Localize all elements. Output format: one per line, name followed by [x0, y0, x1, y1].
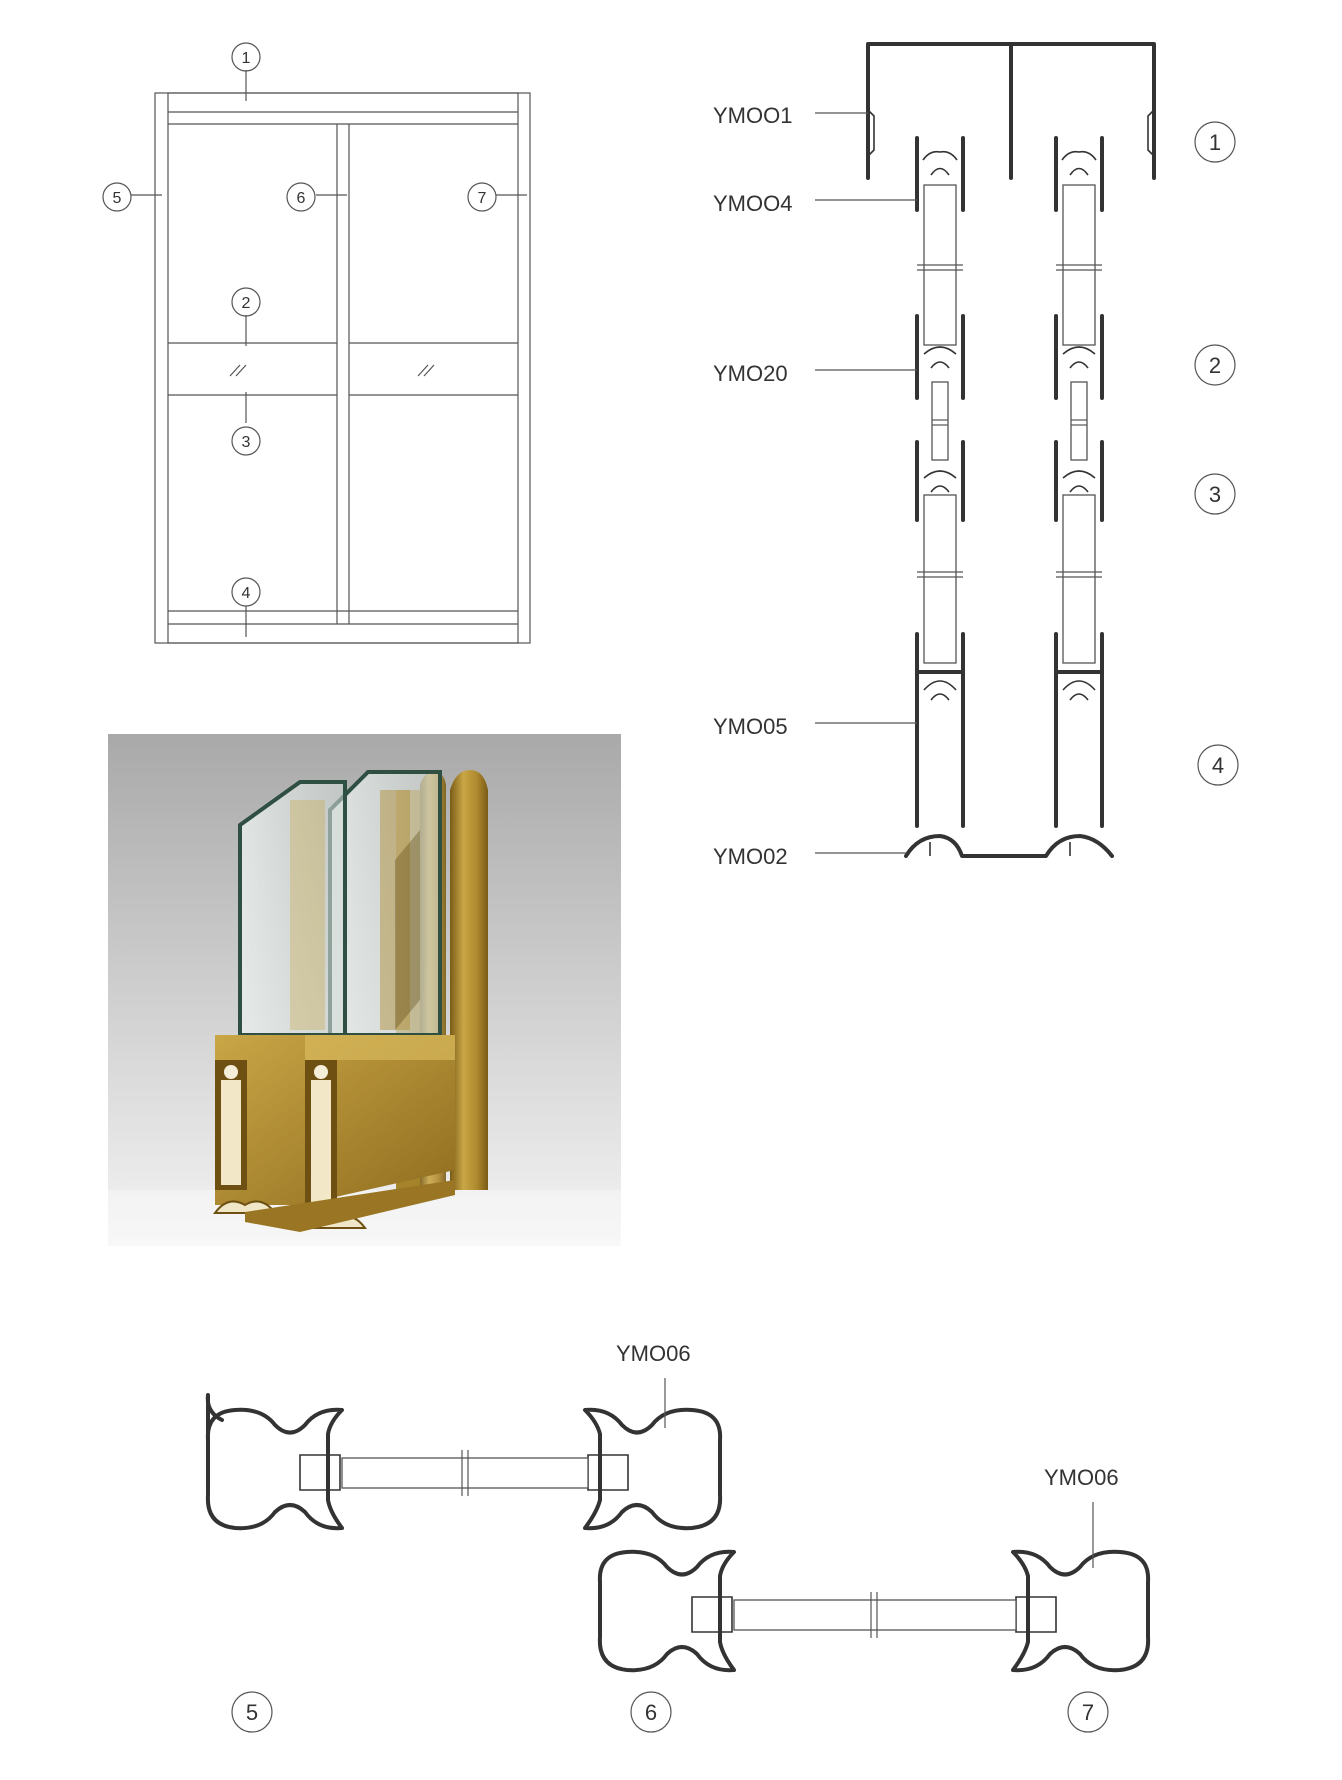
svg-text:2: 2 [1208, 353, 1222, 378]
svg-text:1: 1 [241, 50, 251, 67]
label-ymo05: YMO05 [713, 714, 788, 739]
svg-text:7: 7 [477, 190, 487, 207]
section-callout-1 [1195, 122, 1235, 162]
svg-text:6: 6 [296, 190, 306, 207]
section-callout-2 [1195, 345, 1235, 385]
svg-text:5: 5 [112, 190, 122, 207]
elevation-callout-4 [232, 578, 260, 606]
section-callout-6 [631, 1692, 671, 1732]
section-callout-7 [1068, 1692, 1108, 1732]
label-ymo02: YMO02 [713, 844, 788, 869]
svg-text:6: 6 [644, 1700, 658, 1725]
svg-text:2: 2 [241, 295, 251, 312]
label-ymo06-top: YMO06 [616, 1341, 691, 1366]
label-ymoo1: YMOO1 [713, 103, 793, 128]
svg-text:7: 7 [1081, 1700, 1095, 1725]
profile-3d-render-image [108, 734, 621, 1246]
section-callout-4 [1198, 745, 1238, 785]
section-callout-5 [232, 1692, 272, 1732]
section-callout-3 [1195, 474, 1235, 514]
right-sash-section [1056, 138, 1102, 826]
svg-text:4: 4 [1211, 753, 1225, 778]
elevation-callout-1 [232, 43, 260, 71]
elevation-callout-7 [468, 183, 496, 211]
window-elevation-drawing [131, 70, 530, 643]
svg-text:3: 3 [241, 434, 251, 451]
left-sash-section [917, 138, 963, 826]
elevation-callout-6 [287, 183, 315, 211]
elevation-callout-2 [232, 288, 260, 316]
label-ymo06-bottom: YMO06 [1044, 1465, 1119, 1490]
elevation-callout-3 [232, 427, 260, 455]
vertical-section-drawing [815, 44, 1154, 856]
label-ymoo4: YMOO4 [713, 191, 793, 216]
svg-text:4: 4 [241, 585, 251, 602]
svg-text:3: 3 [1208, 482, 1222, 507]
label-ymo20: YMO20 [713, 361, 788, 386]
elevation-callout-5 [103, 183, 131, 211]
svg-text:1: 1 [1208, 130, 1222, 155]
svg-text:5: 5 [245, 1700, 259, 1725]
horizontal-section-drawing [208, 1378, 1148, 1670]
